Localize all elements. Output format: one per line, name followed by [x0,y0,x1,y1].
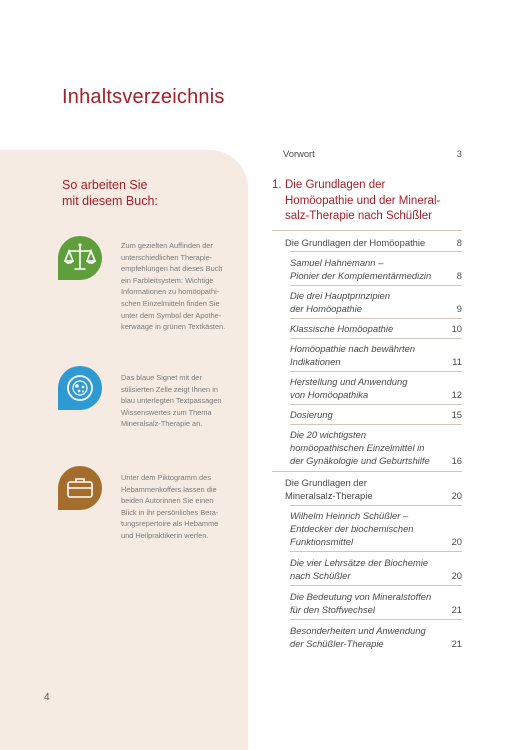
toc-rule [290,551,462,552]
toc-rule [290,371,462,372]
toc-entry[interactable]: Klassische Homöopathie 10 [290,323,462,334]
toc-rule [290,585,462,586]
toc-rule [290,505,462,506]
toc-entry[interactable]: Die vier Lehrsätze der Biochemie nach Schüßler 20 [290,557,462,581]
toc-rule [290,404,462,405]
page-title: Inhaltsverzeichnis [62,86,225,108]
legend-text-homeopathy: Zum gezielten Auffinden der unterschiedlichen Therapie- empfehlungen hat dieses Buch ein Farbleitsystem: Wichtige Informationen zu homöopathi- schen Einzelmitteln finden Sie unter dem Symbol der Apothe- kerwaage in grünen Textkästen. [121,241,226,332]
toc-entry[interactable]: Wilhelm Heinrich Schüßler – Entdecker der biochemischen Funktionsmittel 20 [290,510,462,547]
toc-rule [290,338,462,339]
toc-rule [290,619,462,620]
toc-rule [290,251,462,252]
toc-entry[interactable]: Besonderheiten und Anwendung der Schüßler-Therapie 21 [290,625,462,649]
toc-entry[interactable]: Die drei Hauptprinzipien der Homöopathie 9 [290,290,462,314]
legend-text-mineral-salt: Das blaue Signet mit der stilisierten Zelle zeigt Ihnen in blau unterlegten Textpassagen Wissenswertes zum Thema Mineralsalz-Therapie an. [121,373,222,429]
page-number: 4 [44,692,50,703]
sidebar-heading: So arbeiten Sie mit diesem Buch: [62,178,158,208]
toc-entry[interactable]: Die Grundlagen der Homöopathie 8 [285,237,462,248]
toc-rule [272,471,462,472]
cell-icon [58,366,102,410]
toc-entry[interactable]: Herstellung und Anwendung von Homöopathika 12 [290,376,462,400]
toc-entry[interactable]: Die Grundlagen der Mineralsalz-Therapie 20 [285,477,462,501]
midwife-case-icon [58,466,102,510]
toc-rule [272,230,462,231]
toc-entry[interactable]: Die 20 wichtigsten homöopathischen Einzelmittel in der Gynäkologie und Geburtshilfe 16 [290,429,462,466]
toc-rule [290,424,462,425]
toc-entry[interactable]: Homöopathie nach bewährten Indikationen 11 [290,343,462,367]
toc-rule [290,285,462,286]
toc-entry[interactable]: Die Bedeutung von Mineralstoffen für den Stoffwechsel 21 [290,591,462,615]
legend-text-midwife: Unter dem Piktogramm des Hebammenkoffers lassen die beiden Autorinnen Sie einen Blick in ihr persönliches Bera- tungsrepertoire als Hebamme und Heilpraktikerin werfen. [121,473,219,540]
toc-entry[interactable]: Samuel Hahnemann – Pionier der Komplementärmedizin 8 [290,257,462,281]
scales-icon [58,236,102,280]
chapter-number: 1. [272,179,282,191]
toc-entry-vorwort[interactable]: Vorwort 3 [283,148,462,159]
toc-entry[interactable]: Dosierung 15 [290,409,462,420]
toc-rule [290,318,462,319]
chapter-title: Die Grundlagen der Homöopathie und der Mineral- salz-Therapie nach Schüßler [285,179,441,222]
